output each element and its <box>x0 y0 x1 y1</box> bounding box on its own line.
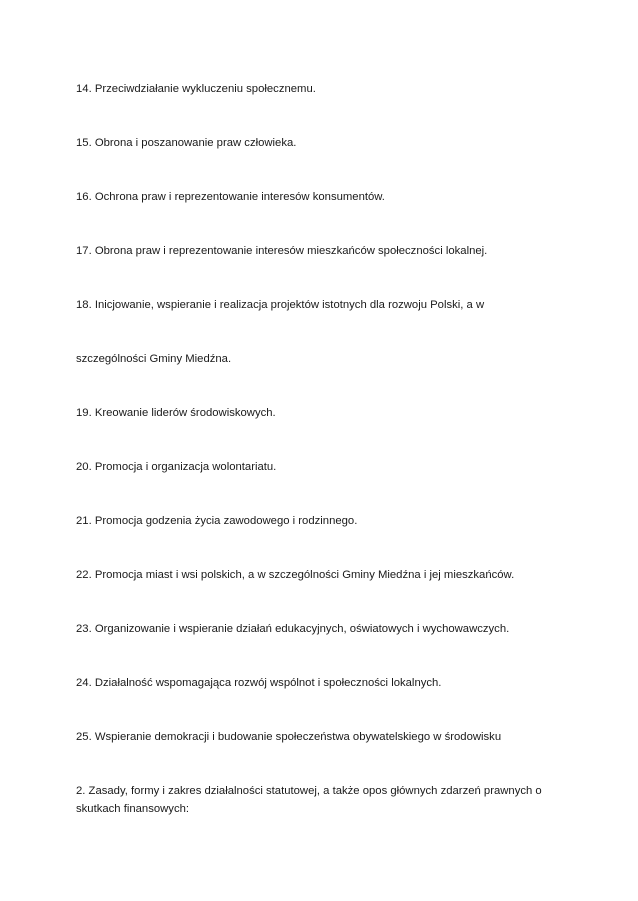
list-item: 19. Kreowanie liderów środowiskowych. <box>76 407 276 419</box>
list-item: 21. Promocja godzenia życia zawodowego i rodzinnego. <box>76 515 358 527</box>
list-item-continuation: szczególności Gminy Miedźna. <box>76 353 232 365</box>
list-item: 20. Promocja i organizacja wolontariatu. <box>76 461 277 473</box>
list-item: 25. Wspieranie demokracji i budowanie społeczeństwa obywatelskiego w środowisku <box>76 731 502 743</box>
list-item: 16. Ochrona praw i reprezentowanie interesów konsumentów. <box>76 191 385 203</box>
list-item: 23. Organizowanie i wspieranie działań edukacyjnych, oświatowych i wychowawczych. <box>76 623 510 635</box>
list-item: 22. Promocja miast i wsi polskich, a w szczególności Gminy Miedźna i jej mieszkańców. <box>76 569 515 581</box>
list-item: 18. Inicjowanie, wspieranie i realizacja projektów istotnych dla rozwoju Polski, a w <box>76 299 485 311</box>
list-item: 14. Przeciwdziałanie wykluczeniu społecznemu. <box>76 83 316 95</box>
list-item: 15. Obrona i poszanowanie praw człowieka. <box>76 137 297 149</box>
list-item: 17. Obrona praw i reprezentowanie interesów mieszkańców społeczności lokalnej. <box>76 245 488 257</box>
section-paragraph: 2. Zasady, formy i zakres działalności statutowej, a także opos głównych zdarzeń prawnych o skutkach finansowych: <box>76 785 542 815</box>
list-item: 24. Działalność wspomagająca rozwój wspólnot i społeczności lokalnych. <box>76 677 442 689</box>
